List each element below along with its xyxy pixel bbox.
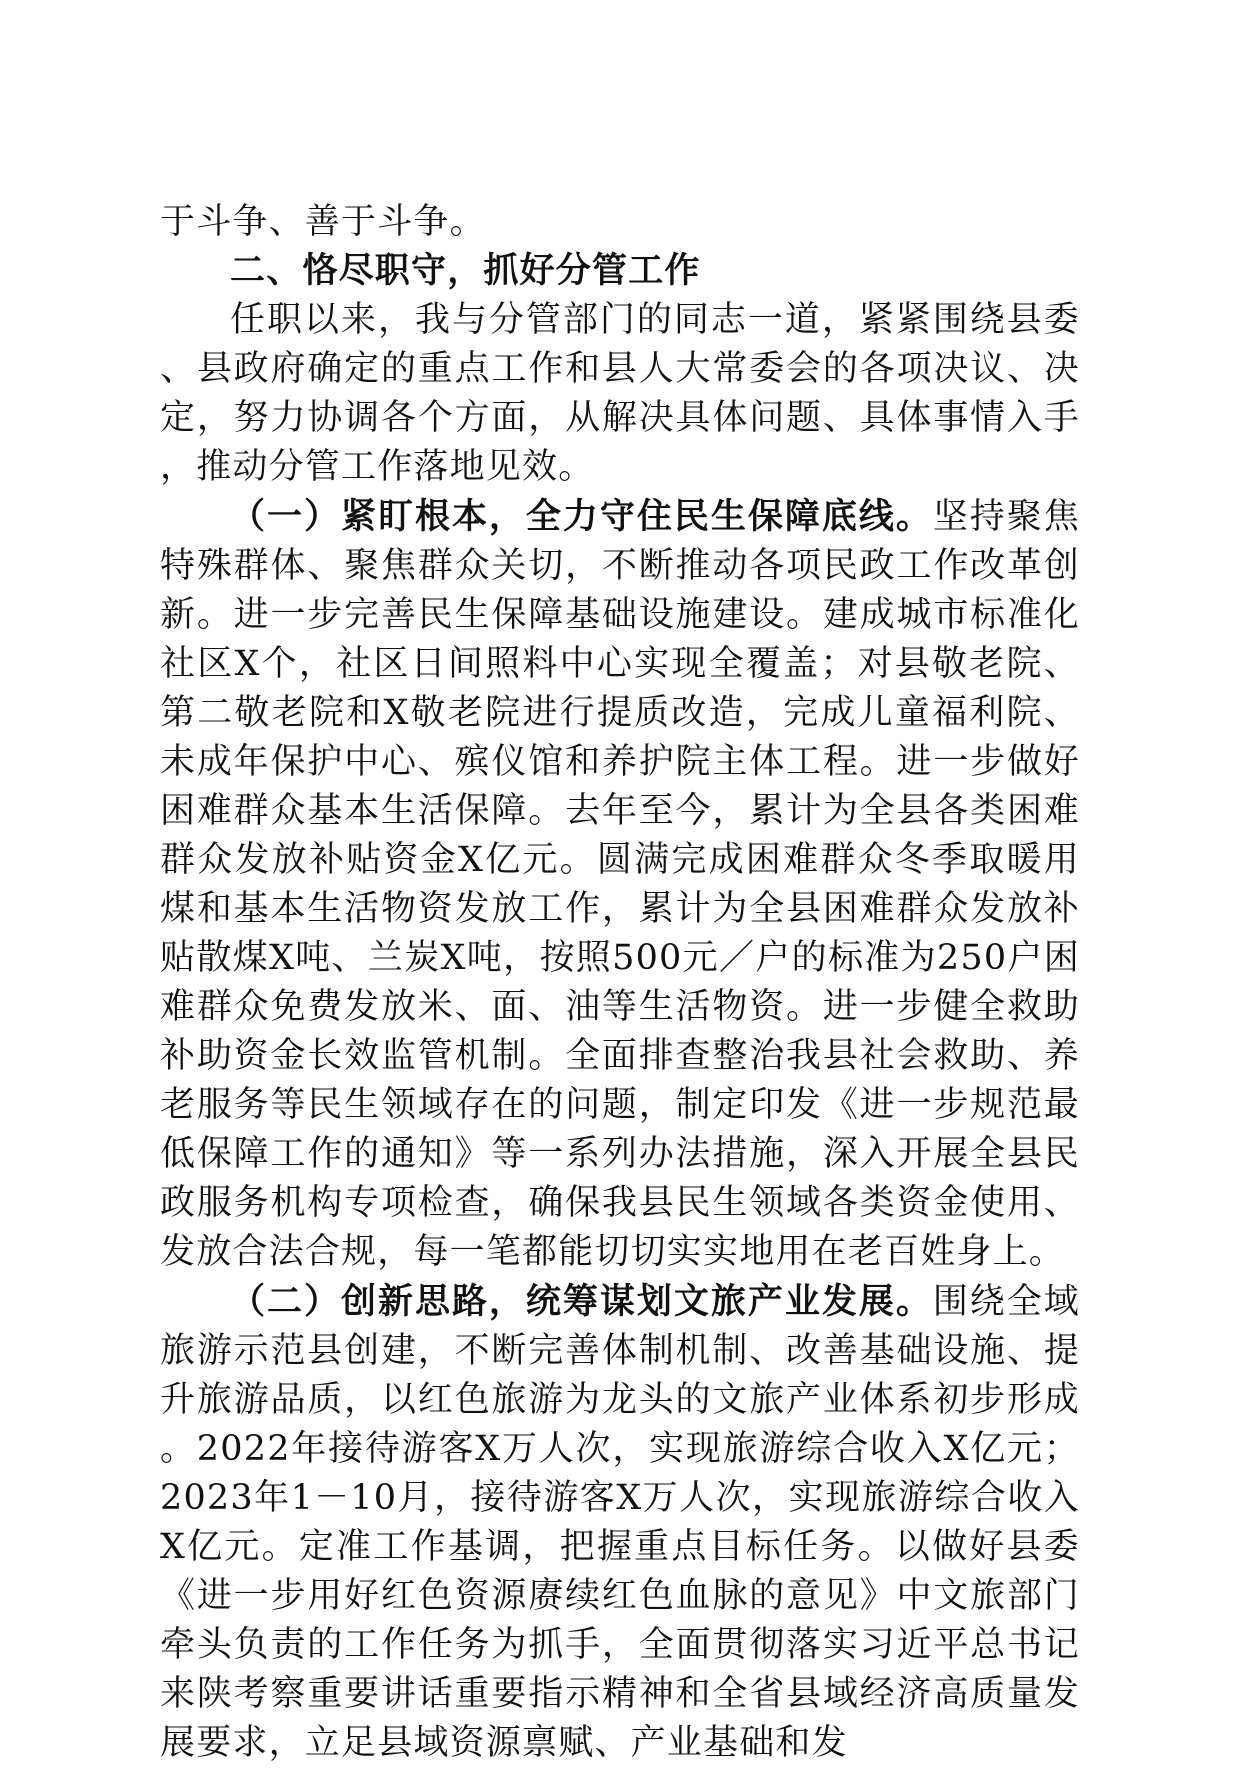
item1-body: 坚持聚焦特殊群体、聚焦群众关切，不断推动各项民政工作改革创新。进一步完善民生保障基础设施建设。建成城市标准化社区X个，社区日间照料中心实现全覆盖；对县敬老院、第二敬老院和X敬老院进行提质改造，完成儿童福利院、未成年保护中心、殡仪馆和养护院主体工程。进一步做好困难群众基本生活保障。去年至今，累计为全县各类困难群众发放补贴资金X亿元。圆满完成困难群众冬季取暖用煤和基本生活物资发放工作，累计为全县困难群众发放补贴散煤X吨、兰炭X吨，按照500元／户的标准为250户困难群众免费发放米、面、油等生活物资。进一步健全救助补助资金长效监管机制。全面排查整治我县社会救助、养老服务等民生领域存在的问题，制定印发《进一步规范最低保障工作的通知》等一系列办法措施，深入开展全县民政服务机构专项检查，确保我县民生领域各类资金使用、发放合法合规，每一笔都能切切实实地用在老百姓身上。 (160, 497, 1080, 1272)
item1-lead: （一）紧盯根本，全力守住民生保障底线。 (230, 496, 933, 537)
section-heading: 二、恪尽职守，抓好分管工作 (230, 251, 701, 291)
item2-paragraph (160, 1277, 1080, 1768)
document-body (160, 198, 1080, 1768)
item2-body: 围绕全域旅游示范县创建，不断完善体制机制、改善基础设施、提升旅游品质，以红色旅游为龙头的文旅产业体系初步形成。2022年接待游客X万人次，实现旅游综合收入X亿元；2023年1－10月，接待游客X万人次，实现旅游综合收入X亿元。定准工作基调，把握重点目标任务。以做好县委《进一步用好红色资源赓续红色血脉的意见》中文旅部门牵头负责的工作任务为抓手，全面贯彻落实习近平总书记来陕考察重要讲话重要指示精神和全省县域经济高质量发展要求，立足县域资源禀赋、产业基础和发 (160, 1282, 1080, 1763)
item2-lead: （二）创新思路，统筹谋划文旅产业发展。 (230, 1281, 933, 1322)
item1-paragraph (160, 492, 1080, 1277)
intro-paragraph: 任职以来，我与分管部门的同志一道，紧紧围绕县委、县政府确定的重点工作和县人大常委会的各项决议、决定，努力协调各个方面，从解决具体问题、具体事情入手，推动分管工作落地见效。 (160, 300, 1080, 487)
continuation-paragraph: 于斗争、善于斗争。 (160, 202, 486, 242)
